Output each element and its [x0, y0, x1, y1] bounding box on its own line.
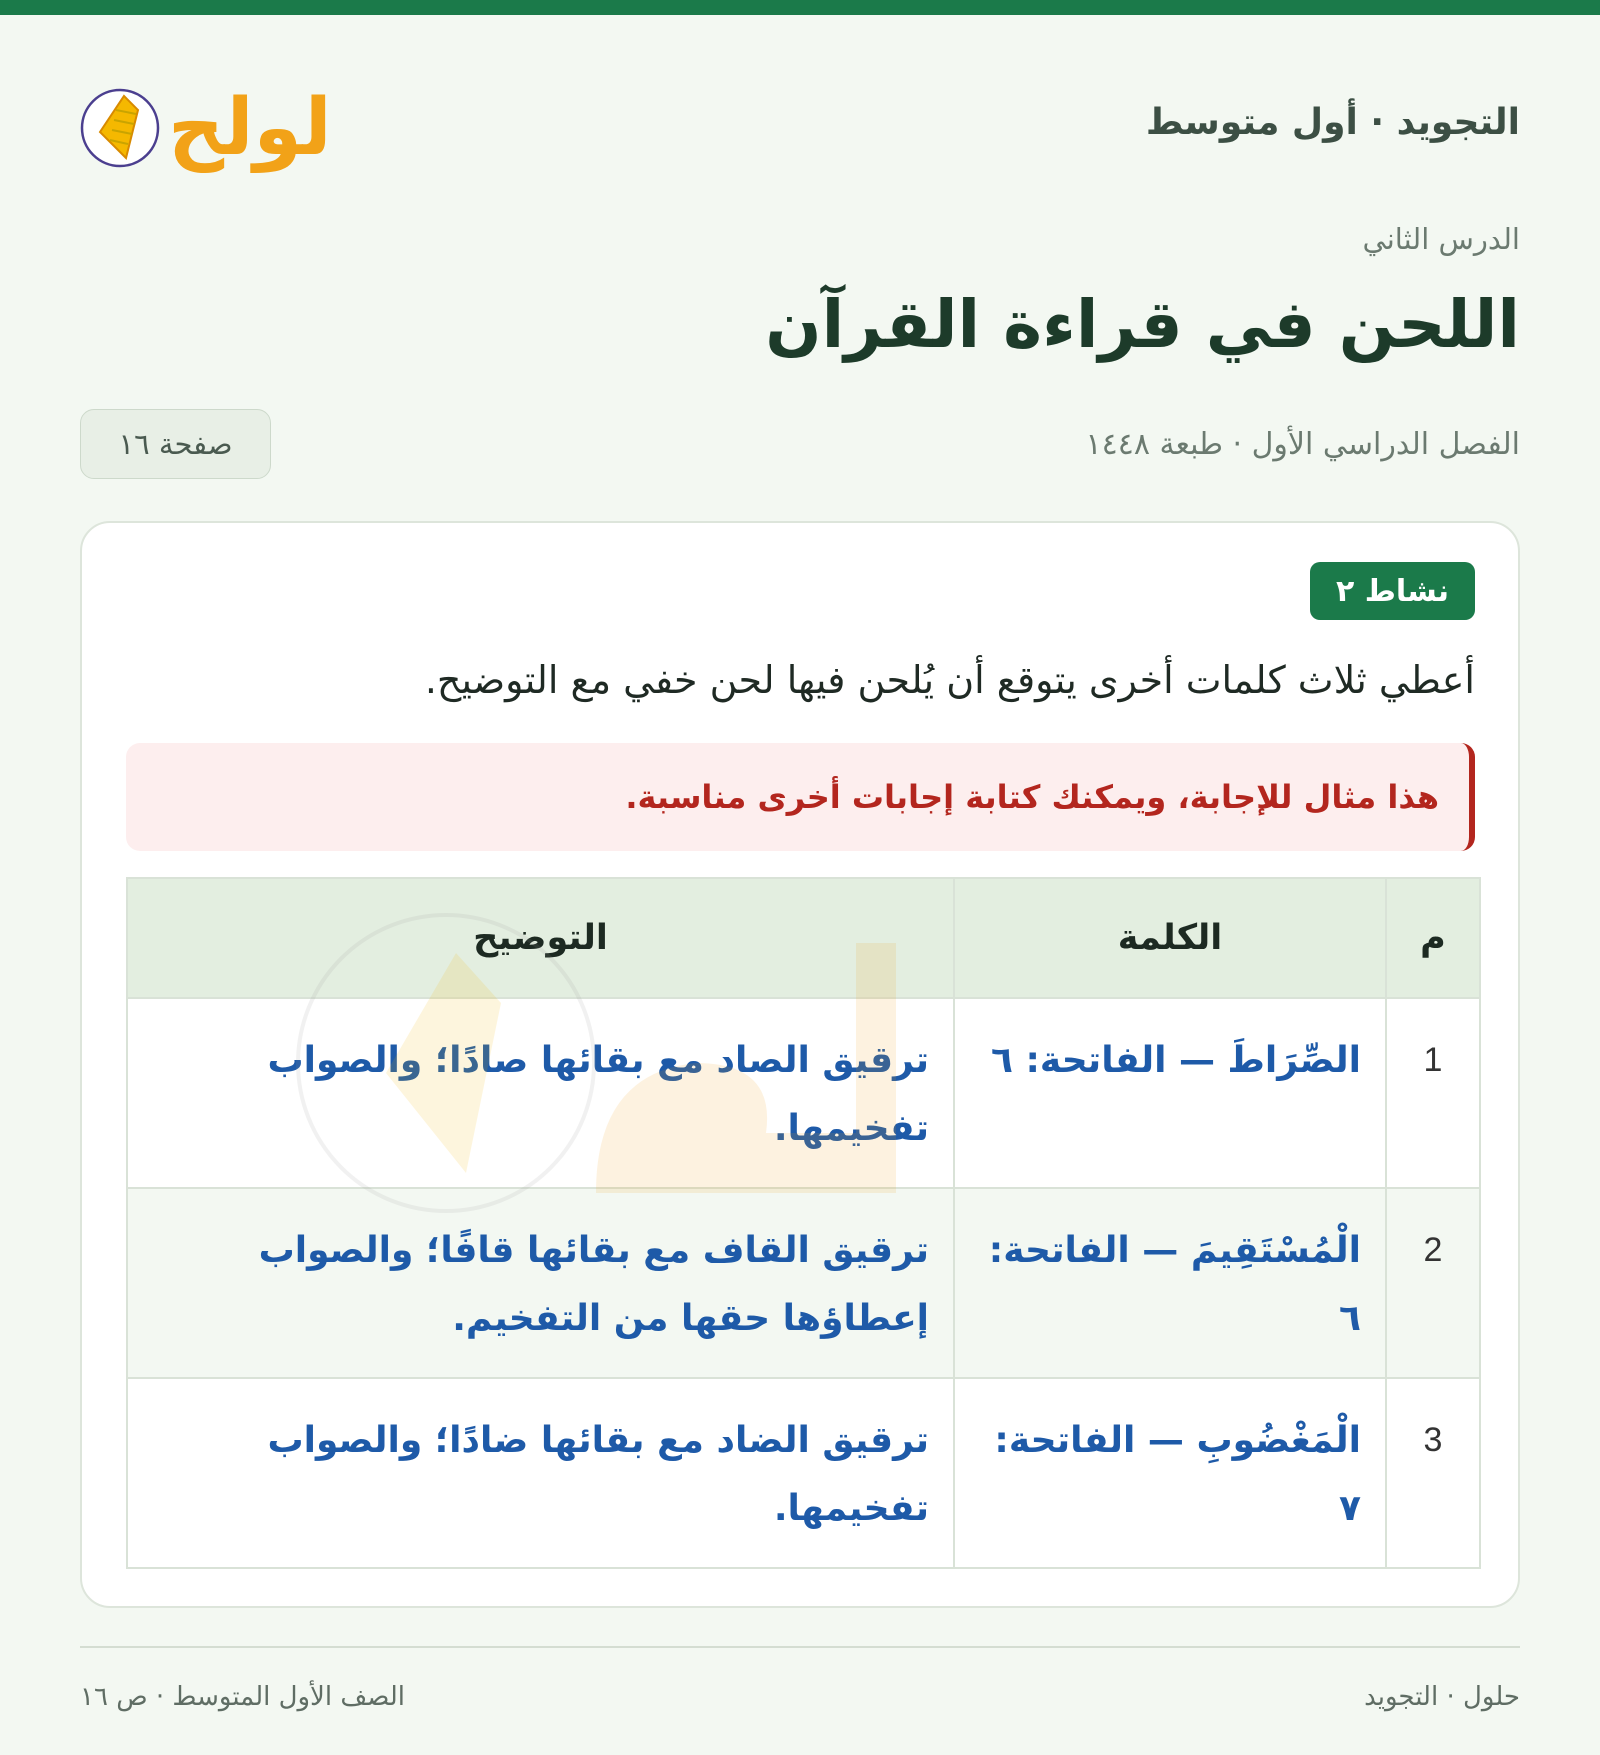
activity-prompt: أعطي ثلاث كلمات أخرى يتوقع أن يُلحن فيها لحن خفي مع التوضيح.: [424, 658, 1475, 702]
row-word: الصِّرَاطَ — الفاتحة: ٦: [954, 998, 1386, 1188]
row-word: الْمَغْضُوبِ — الفاتحة: ٧: [954, 1378, 1386, 1568]
example-note: [126, 743, 1475, 851]
row-explanation: ترقيق الضاد مع بقائها ضادًا؛ والصواب تفخيمها.: [127, 1378, 954, 1568]
header-explain: التوضيح: [127, 878, 954, 998]
term-edition: الفصل الدراسي الأول · طبعة ١٤٤٨: [1085, 427, 1520, 462]
table-row: [127, 1378, 1480, 1568]
activity-badge: نشاط ٢: [1310, 562, 1475, 620]
table-header-row: [127, 878, 1480, 998]
footer-brand: حلول · التجويد: [1364, 1682, 1520, 1712]
row-number: 3: [1386, 1378, 1480, 1568]
subject-title: التجويد · أول متوسط: [1145, 102, 1520, 143]
logo-wordmark: حلول: [168, 83, 332, 173]
answers-table: [126, 877, 1481, 1569]
footer-divider: [80, 1646, 1520, 1648]
table-row: [127, 998, 1480, 1188]
example-note-text: هذا مثال للإجابة، ويمكنك كتابة إجابات أخرى مناسبة.: [625, 778, 1439, 816]
row-word: الْمُسْتَقِيمَ — الفاتحة: ٦: [954, 1188, 1386, 1378]
row-number: 2: [1386, 1188, 1480, 1378]
page-title: اللحن في قراءة القرآن: [765, 286, 1520, 363]
lesson-number: الدرس الثاني: [1362, 222, 1520, 256]
page-header: [80, 60, 1520, 190]
hulul-logo: [80, 70, 370, 180]
top-accent-bar: [0, 0, 1600, 15]
row-explanation: ترقيق القاف مع بقائها قافًا؛ والصواب إعطاؤها حقها من التفخيم.: [127, 1188, 954, 1378]
table-row: [127, 1188, 1480, 1378]
row-number: 1: [1386, 998, 1480, 1188]
row-explanation: ترقيق الصاد مع بقائها صادًا؛ والصواب تفخيمها.: [127, 998, 954, 1188]
activity-card: [80, 521, 1520, 1608]
header-num: م: [1386, 878, 1480, 998]
footer-grade-page: الصف الأول المتوسط · ص ١٦: [80, 1682, 405, 1712]
header-word: الكلمة: [954, 878, 1386, 998]
page-number-badge: صفحة ١٦: [80, 409, 271, 479]
